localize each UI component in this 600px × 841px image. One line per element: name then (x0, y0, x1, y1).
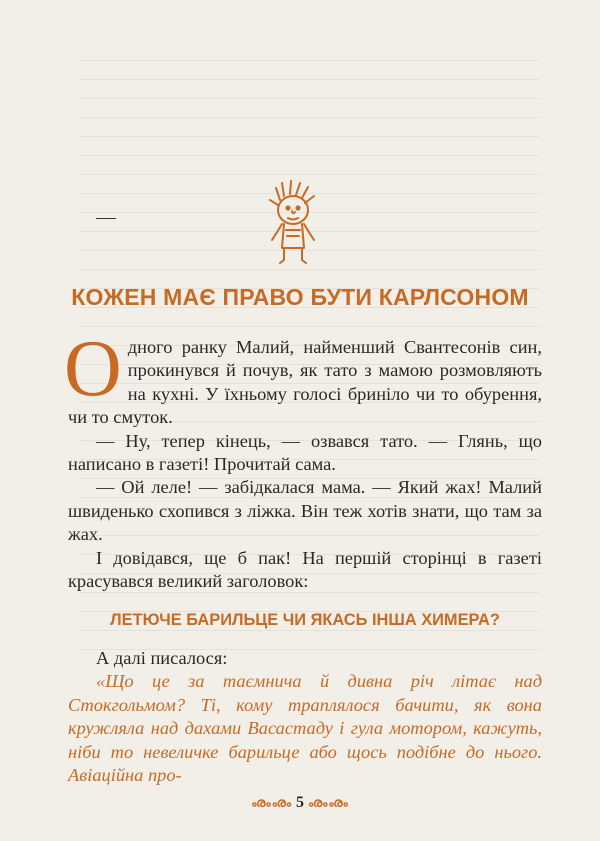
page-footer (0, 794, 600, 812)
newspaper-headline: ЛЕТЮЧЕ БАРИЛЬЦЕ ЧИ ЯКАСЬ ІНША ХИМЕРА? (110, 611, 500, 630)
paragraph-1 (64, 325, 542, 430)
newspaper-quote: «Що це за таємнича й дивна річ літає над Стокгольмом? Ті, кому траплялося бачити, як вона кружляла над дахами Васастаду і гула мотором, кажуть, ніби то невеличке барильце або щось подібне до нього. Авіаційна про- (68, 671, 542, 785)
paragraph-4: І довідався, ще б пак! На першій сторінці в газеті красувався великий заголовок: (68, 547, 542, 592)
dash: — (96, 206, 116, 228)
page-number: 5 (296, 794, 304, 811)
paragraph-5: А далі писалося: (96, 647, 228, 668)
drop-cap: О (64, 325, 122, 413)
paragraph-1-text: дного ранку Малий, найменший Свантесонів син, прокинувся й почув, як тато з мамою розмовляють на кухні. У їхньому голосі бриніло чи то обурення, чи то смуток. (68, 337, 542, 428)
chapter-title: КОЖЕН МАЄ ПРАВО БУТИ КАРЛСОНОМ (71, 284, 529, 310)
ornament-left: ൟൟ (251, 795, 292, 810)
paragraph-3: — Ой леле! — забідкалася мама. — Який жах! Малий швиденько схопився з ліжка. Він теж хотів знати, що там за жах. (68, 477, 542, 545)
body-text (64, 325, 542, 787)
ornament-right: ൟൟ (308, 795, 349, 810)
paragraph-2: — Ну, тепер кінець, — озвався тато. — Глянь, що написано в газеті! Прочитай сама. (68, 430, 542, 475)
karlsson-illustration (262, 178, 324, 268)
